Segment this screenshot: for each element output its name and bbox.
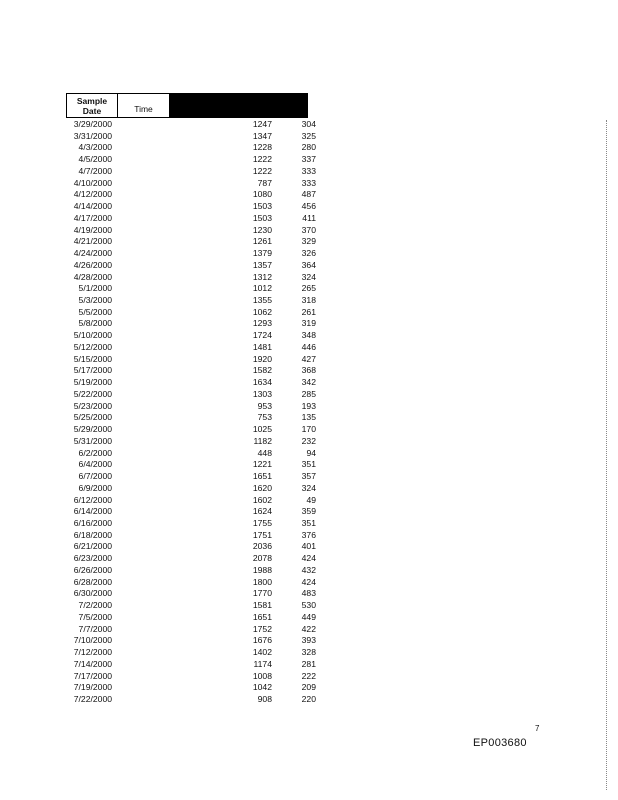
value2-cell: 328	[301, 647, 316, 658]
sample-date-cell: 6/28/2000	[73, 576, 112, 587]
value1-cell: 1303	[252, 388, 272, 399]
table-row	[66, 435, 316, 448]
table-row	[66, 424, 316, 436]
sample-date-cell: 6/18/2000	[73, 529, 112, 540]
sample-date-cell: 7/19/2000	[73, 682, 112, 693]
value1-cell: 1025	[252, 424, 272, 435]
table-row	[66, 271, 316, 284]
value1-cell: 1755	[252, 517, 272, 528]
sample-date-cell: 5/1/2000	[78, 283, 112, 294]
value1-cell: 1800	[252, 576, 272, 587]
sample-date-cell: 6/16/2000	[73, 517, 112, 528]
table-row	[66, 494, 316, 507]
sample-date-cell: 5/22/2000	[73, 388, 112, 399]
table-row	[66, 529, 316, 542]
value1-cell: 1770	[252, 588, 272, 599]
value2-cell: 483	[301, 588, 316, 599]
value2-cell: 261	[301, 306, 316, 317]
table-row	[66, 377, 316, 389]
sample-date-cell: 4/28/2000	[73, 271, 112, 282]
value1-cell: 1752	[252, 623, 272, 634]
table-row	[66, 553, 316, 565]
value2-cell: 449	[301, 611, 316, 622]
value1-cell: 1581	[252, 600, 272, 611]
value2-cell: 94	[306, 447, 316, 458]
sample-date-cell: 7/12/2000	[73, 647, 112, 658]
value1-cell: 2078	[252, 553, 272, 564]
value2-cell: 351	[301, 517, 316, 528]
data-table-body	[66, 119, 316, 706]
sample-date-cell: 7/2/2000	[78, 600, 112, 611]
value1-cell: 1347	[252, 130, 272, 141]
value2-cell: 193	[301, 400, 316, 411]
table-row	[66, 400, 316, 413]
value2-cell: 393	[301, 635, 316, 646]
value1-cell: 1582	[252, 365, 272, 376]
table-row	[66, 635, 316, 647]
sample-date-cell: 6/12/2000	[73, 494, 112, 505]
value2-cell: 232	[301, 435, 316, 446]
sample-date-cell: 7/22/2000	[73, 693, 112, 704]
table-row	[66, 693, 316, 706]
table-row	[66, 600, 316, 612]
table-row	[66, 682, 316, 694]
value2-cell: 530	[301, 600, 316, 611]
value2-cell: 265	[301, 283, 316, 294]
value1-cell: 753	[257, 412, 272, 423]
sample-date-cell: 5/31/2000	[73, 435, 112, 446]
value1-cell: 1062	[252, 306, 272, 317]
table-row	[66, 564, 316, 577]
table-row	[66, 236, 316, 248]
sample-date-cell: 4/14/2000	[73, 201, 112, 212]
table-row	[66, 224, 316, 237]
sample-date-cell: 4/21/2000	[73, 236, 112, 247]
value1-cell: 448	[257, 447, 272, 458]
value1-cell: 1174	[253, 658, 272, 669]
redacted-header-block	[170, 93, 308, 118]
value2-cell: 324	[301, 271, 316, 282]
table-row	[66, 353, 316, 366]
value2-cell: 357	[301, 471, 316, 482]
table-row	[66, 201, 316, 213]
value2-cell: 359	[301, 506, 316, 517]
value2-cell: 364	[301, 259, 316, 270]
value2-cell: 326	[301, 248, 316, 259]
value2-cell: 280	[301, 142, 316, 153]
sample-date-cell: 6/14/2000	[73, 506, 112, 517]
value1-cell: 1247	[252, 119, 272, 129]
value1-cell: 1357	[252, 259, 272, 270]
value1-cell: 1080	[252, 189, 272, 200]
sample-date-cell: 6/2/2000	[78, 447, 112, 458]
value2-cell: 368	[301, 365, 316, 376]
value2-cell: 432	[301, 564, 316, 575]
table-row	[66, 341, 316, 354]
sample-date-cell: 5/10/2000	[73, 330, 112, 341]
value1-cell: 1042	[252, 682, 272, 693]
table-row	[66, 142, 316, 154]
table-row	[66, 165, 316, 178]
value1-cell: 1634	[252, 377, 272, 388]
value1-cell: 1355	[252, 295, 272, 306]
sample-date-cell: 3/31/2000	[73, 130, 112, 141]
value1-cell: 2036	[252, 541, 272, 552]
sample-date-cell: 5/8/2000	[78, 318, 112, 329]
sample-date-cell: 5/23/2000	[73, 400, 112, 411]
value2-cell: 333	[301, 165, 316, 176]
sample-date-cell: 6/26/2000	[73, 564, 112, 575]
value2-cell: 422	[301, 623, 316, 634]
table-row	[66, 576, 316, 589]
value1-cell: 787	[257, 177, 272, 188]
page-number: 7	[535, 724, 540, 733]
value1-cell: 1261	[252, 236, 272, 247]
value1-cell: 1651	[252, 471, 272, 482]
value2-cell: 319	[301, 318, 316, 329]
sample-date-cell: 4/10/2000	[73, 177, 112, 188]
sample-date-cell: 5/5/2000	[78, 306, 112, 317]
value2-cell: 49	[306, 494, 316, 505]
sample-date-cell: 6/4/2000	[78, 459, 112, 470]
value2-cell: 281	[301, 658, 316, 669]
table-row	[66, 447, 316, 460]
sample-date-cell: 6/21/2000	[73, 541, 112, 552]
sample-date-cell: 4/26/2000	[73, 259, 112, 270]
sample-date-cell: 4/7/2000	[78, 165, 112, 176]
value2-cell: 424	[301, 576, 316, 587]
sample-date-cell: 5/17/2000	[73, 365, 112, 376]
value2-cell: 135	[301, 412, 316, 423]
sample-date-cell: 7/14/2000	[73, 658, 112, 669]
value1-cell: 1602	[252, 494, 272, 505]
sample-date-cell: 4/19/2000	[73, 224, 112, 235]
sample-date-cell: 5/29/2000	[73, 424, 112, 435]
table-row	[66, 388, 316, 401]
value1-cell: 1503	[252, 212, 272, 223]
table-row	[66, 189, 316, 201]
sample-date-cell: 5/25/2000	[73, 412, 112, 423]
value2-cell: 351	[301, 459, 316, 470]
value2-cell: 170	[301, 424, 316, 435]
time-header: Time	[118, 93, 170, 118]
sample-date-cell: 4/3/2000	[78, 142, 112, 153]
value1-cell: 1008	[252, 670, 272, 681]
value1-cell: 1481	[252, 341, 272, 352]
table-row	[66, 611, 316, 624]
table-row	[66, 248, 316, 260]
table-row	[66, 119, 316, 131]
sample-date-cell: 7/17/2000	[73, 670, 112, 681]
value2-cell: 370	[301, 224, 316, 235]
value2-cell: 446	[301, 341, 316, 352]
table-row	[66, 306, 316, 319]
value1-cell: 1676	[252, 635, 272, 646]
table-row	[66, 365, 316, 377]
bates-stamp: EP003680	[473, 737, 527, 749]
value2-cell: 220	[301, 693, 316, 704]
value2-cell: 304	[301, 119, 316, 129]
sample-date-cell: 3/29/2000	[73, 119, 112, 129]
table-row	[66, 177, 316, 190]
value2-cell: 427	[301, 353, 316, 364]
table-row	[66, 154, 316, 166]
value1-cell: 1182	[253, 435, 272, 446]
value1-cell: 1651	[252, 611, 272, 622]
value1-cell: 1503	[252, 201, 272, 212]
table-row	[66, 588, 316, 600]
sample-date-cell: 6/23/2000	[73, 553, 112, 564]
sample-date-cell: 4/12/2000	[73, 189, 112, 200]
sample-date-cell: 5/3/2000	[78, 295, 112, 306]
sample-date-header: Sample Date	[66, 93, 118, 118]
value1-cell: 1221	[252, 459, 272, 470]
value1-cell: 1379	[252, 248, 272, 259]
value1-cell: 953	[257, 400, 272, 411]
table-row	[66, 330, 316, 342]
table-row	[66, 517, 316, 530]
table-row	[66, 471, 316, 483]
value1-cell: 1724	[252, 330, 272, 341]
value2-cell: 424	[301, 553, 316, 564]
sample-date-cell: 7/7/2000	[78, 623, 112, 634]
value1-cell: 1228	[252, 142, 272, 153]
value2-cell: 325	[301, 130, 316, 141]
table-row	[66, 541, 316, 553]
table-row	[66, 506, 316, 518]
value2-cell: 348	[301, 330, 316, 341]
value1-cell: 1222	[252, 154, 272, 165]
table-row	[66, 295, 316, 307]
value1-cell: 1222	[252, 165, 272, 176]
value1-cell: 1230	[252, 224, 272, 235]
value2-cell: 342	[301, 377, 316, 388]
margin-scan-artifact	[606, 120, 609, 790]
table-row	[66, 259, 316, 272]
sample-date-cell: 4/5/2000	[78, 154, 112, 165]
value1-cell: 1988	[252, 564, 272, 575]
sample-date-cell: 4/24/2000	[73, 248, 112, 259]
sample-date-cell: 7/5/2000	[78, 611, 112, 622]
value1-cell: 1312	[252, 271, 272, 282]
table-row	[66, 658, 316, 671]
table-row	[66, 318, 316, 330]
sample-date-cell: 6/30/2000	[73, 588, 112, 599]
table-row	[66, 130, 316, 143]
value2-cell: 376	[301, 529, 316, 540]
value2-cell: 337	[301, 154, 316, 165]
value2-cell: 318	[301, 295, 316, 306]
table-row	[66, 670, 316, 683]
value2-cell: 487	[301, 189, 316, 200]
sample-date-cell: 5/19/2000	[73, 377, 112, 388]
value2-cell: 285	[301, 388, 316, 399]
value1-cell: 1751	[252, 529, 272, 540]
sample-date-cell: 6/9/2000	[78, 482, 112, 493]
table-row	[66, 647, 316, 659]
table-row	[66, 482, 316, 495]
value1-cell: 1620	[252, 482, 272, 493]
value2-cell: 324	[301, 482, 316, 493]
value2-cell: 329	[301, 236, 316, 247]
value2-cell: 401	[301, 541, 316, 552]
table-row	[66, 283, 316, 295]
value2-cell: 209	[301, 682, 316, 693]
value2-cell: 222	[301, 670, 316, 681]
table-row	[66, 459, 316, 471]
value1-cell: 1920	[252, 353, 272, 364]
value1-cell: 1402	[252, 647, 272, 658]
table-row	[66, 623, 316, 636]
table-row	[66, 212, 316, 225]
sample-date-cell: 4/17/2000	[73, 212, 112, 223]
value1-cell: 908	[257, 693, 272, 704]
value1-cell: 1624	[252, 506, 272, 517]
value1-cell: 1293	[252, 318, 272, 329]
sample-date-cell: 7/10/2000	[73, 635, 112, 646]
table-row	[66, 412, 316, 424]
value2-cell: 411	[302, 212, 316, 223]
value2-cell: 456	[301, 201, 316, 212]
sample-date-cell: 5/12/2000	[73, 341, 112, 352]
sample-date-cell: 6/7/2000	[78, 471, 112, 482]
sample-date-cell: 5/15/2000	[73, 353, 112, 364]
value1-cell: 1012	[252, 283, 272, 294]
value2-cell: 333	[301, 177, 316, 188]
